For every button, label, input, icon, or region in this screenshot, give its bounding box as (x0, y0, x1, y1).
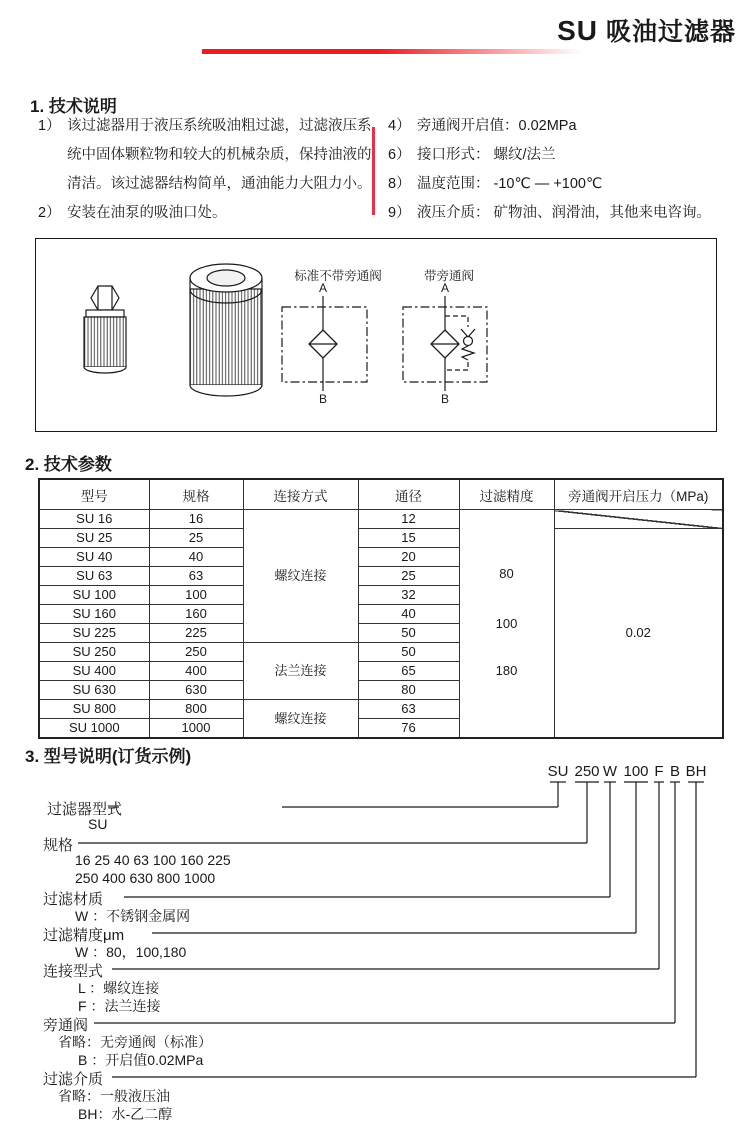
diameter-cell: 20 (358, 548, 459, 567)
section2-heading: 2. 技术参数 (25, 455, 112, 474)
branch-label: 过滤材质 (43, 891, 104, 908)
item-text: 液压介质： 矿物油、润滑油，其他来电咨询。 (417, 205, 712, 221)
spec-cell: 250 (149, 643, 243, 662)
model-cell: SU 160 (39, 605, 149, 624)
schematic-standard-label: 标准不带旁通阀 (294, 269, 382, 283)
column-header: 连接方式 (243, 479, 358, 510)
port-b-label: B (318, 392, 328, 406)
section1-heading: 1. 技术说明 (30, 97, 117, 116)
branch-label: 旁通阀 (43, 1017, 89, 1034)
spec-cell: 16 (149, 510, 243, 529)
item-text: 旁通阀开启值：0.02MPa (417, 118, 577, 134)
model-code-segment: 100 (623, 763, 649, 780)
branch-option: 16 25 40 63 100 160 225 (75, 852, 231, 868)
filtration-precision-cell (459, 510, 554, 739)
page-title-product-name: 吸油过滤器 (605, 18, 736, 46)
column-header: 过滤精度 (459, 479, 554, 510)
branch-option: 250 400 630 800 1000 (75, 870, 216, 886)
spec-cell: 40 (149, 548, 243, 567)
branch-option: W ：不锈钢金属网 (75, 908, 191, 924)
model-cell: SU 800 (39, 700, 149, 719)
model-code-segment: 250 (574, 763, 600, 780)
branch-option: SU (88, 816, 108, 832)
model-code-segment: W (602, 763, 618, 780)
model-cell: SU 630 (39, 681, 149, 700)
branch-option: F ：法兰连接 (78, 998, 161, 1014)
diameter-cell: 76 (358, 719, 459, 739)
model-cell: SU 16 (39, 510, 149, 529)
spec-cell: 25 (149, 529, 243, 548)
branch-label: 规格 (43, 837, 74, 854)
diameter-cell: 32 (358, 586, 459, 605)
model-cell: SU 225 (39, 624, 149, 643)
model-cell: SU 40 (39, 548, 149, 567)
branch-option: W ：80，100,180 (75, 944, 187, 960)
item-number: 2） (38, 205, 61, 221)
connection-type-cell: 螺纹连接 (243, 700, 358, 739)
model-code-segment: BH (685, 763, 707, 780)
precision-value: 180 (495, 663, 518, 679)
branch-option: B ：开启值0.02MPa (78, 1052, 204, 1068)
column-header: 旁通阀开启压力（MPa) (554, 479, 723, 510)
technical-parameters-table (38, 478, 724, 739)
model-cell: SU 400 (39, 662, 149, 681)
branch-label: 过滤器型式 (47, 801, 123, 818)
column-header: 规格 (149, 479, 243, 510)
spec-cell: 400 (149, 662, 243, 681)
spec-cell: 100 (149, 586, 243, 605)
branch-option: L ：螺纹连接 (78, 980, 160, 996)
port-a-label: A (440, 281, 450, 295)
spec-cell: 63 (149, 567, 243, 586)
tech-note-item (388, 141, 740, 170)
table-row (39, 529, 723, 548)
page-title-model-code: SU (557, 15, 599, 46)
branch-label: 连接型式 (43, 963, 104, 980)
tech-note-item (388, 199, 740, 228)
spec-cell: 630 (149, 681, 243, 700)
column-header: 通径 (358, 479, 459, 510)
schematic-bypass-label: 带旁通阀 (423, 269, 475, 283)
diameter-cell: 25 (358, 567, 459, 586)
spec-cell: 1000 (149, 719, 243, 739)
tech-note-item (388, 112, 740, 141)
port-a-label: A (318, 281, 328, 295)
connection-type-cell: 螺纹连接 (243, 510, 358, 643)
red-rule-divider (202, 49, 594, 54)
column-header: 型号 (39, 479, 149, 510)
item-text: 安装在油泵的吸油口处。 (67, 205, 227, 221)
bypass-pressure-cell: 0.02 (554, 529, 723, 739)
model-code-segment: SU (547, 763, 569, 780)
diameter-cell: 40 (358, 605, 459, 624)
page-title (557, 12, 736, 48)
diameter-cell: 63 (358, 700, 459, 719)
precision-value: 100 (495, 615, 518, 631)
branch-option: BH：水-乙二醇 (78, 1106, 173, 1122)
item-text: 接口形式： 螺纹/法兰 (417, 147, 556, 163)
item-number: 1） (38, 118, 61, 134)
tech-notes-left-column (38, 112, 378, 228)
branch-option: 省略：一般液压油 (58, 1088, 170, 1104)
branch-label: 过滤介质 (43, 1071, 104, 1088)
model-cell: SU 63 (39, 567, 149, 586)
port-b-label: B (440, 392, 450, 406)
model-cell: SU 250 (39, 643, 149, 662)
table-row (39, 510, 723, 529)
item-number: 8） (388, 176, 411, 192)
tech-notes-right-column (388, 112, 740, 228)
diameter-cell: 50 (358, 624, 459, 643)
item-number: 4） (388, 118, 411, 134)
tech-note-item (38, 199, 378, 228)
item-number: 9） (388, 205, 411, 221)
diameter-cell: 65 (358, 662, 459, 681)
tech-note-item (38, 112, 378, 199)
connection-type-cell: 法兰连接 (243, 643, 358, 700)
diameter-cell: 80 (358, 681, 459, 700)
item-number: 6） (388, 147, 411, 163)
section3-heading: 3. 型号说明(订货示例) (25, 747, 192, 766)
diameter-cell: 50 (358, 643, 459, 662)
spec-cell: 800 (149, 700, 243, 719)
model-cell: SU 1000 (39, 719, 149, 739)
spec-cell: 160 (149, 605, 243, 624)
model-cell: SU 25 (39, 529, 149, 548)
model-cell: SU 100 (39, 586, 149, 605)
spec-cell: 225 (149, 624, 243, 643)
table-header (39, 479, 723, 510)
branch-option: 省略：无旁通阀（标准） (58, 1034, 212, 1050)
diameter-cell: 12 (358, 510, 459, 529)
precision-value: 80 (499, 565, 514, 581)
bypass-blank-diagonal-cell (554, 510, 723, 529)
branch-label: 过滤精度μm (43, 927, 125, 944)
item-text: 该过滤器用于液压系统吸油粗过滤，过滤液压系统中固体颗粒物和较大的机械杂质，保持油液的清洁。该过滤器结构简单，通油能力大阻力小。 (67, 118, 372, 192)
tech-note-item (388, 170, 740, 199)
item-text: 温度范围： -10℃ — +100℃ (417, 176, 603, 192)
model-code-segment: F (654, 763, 664, 780)
diameter-cell: 15 (358, 529, 459, 548)
model-code-segment: B (669, 763, 681, 780)
